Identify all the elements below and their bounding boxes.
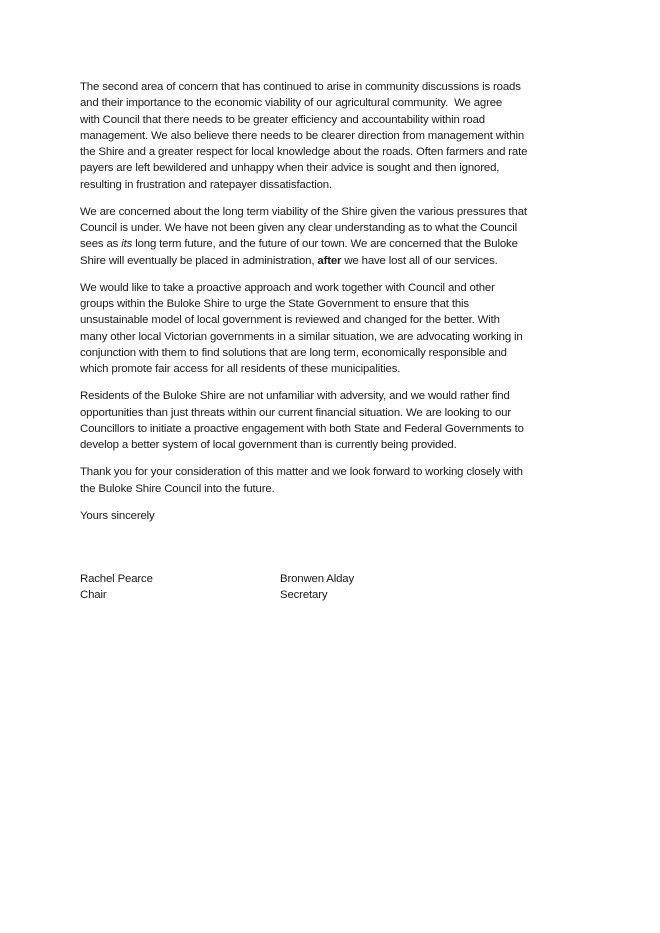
text-line: resulting in frustration and ratepayer dissatisfaction.	[80, 178, 332, 191]
text-run: Shire will eventually be placed in administration,	[80, 254, 318, 267]
signatory-left	[80, 571, 280, 604]
signature-block	[80, 571, 586, 604]
text-line: Council is under. We have not been given any clear understanding as to what the Council	[80, 222, 517, 234]
text-line: payers are left bewildered and unhappy when their advice is sought and then ignored,	[80, 162, 500, 175]
text-line	[80, 236, 586, 252]
text-line: We are concerned about the long term viability of the Shire given the various pressures that	[80, 205, 527, 218]
valediction: Yours sincerely	[80, 509, 155, 522]
text-line: We would like to take a proactive approach and work together with Council and other	[80, 281, 495, 294]
text-line: unsustainable model of local government is reviewed and changed for the better. With	[80, 314, 500, 327]
text-line: Councillors to initiate a proactive engagement with both State and Federal Governments to	[80, 422, 524, 435]
text-run: we have lost all of our services.	[341, 254, 498, 267]
text-line	[80, 253, 586, 269]
text-line: groups within the Buloke Shire to urge the State Government to ensure that this	[80, 298, 469, 310]
text-line: Thank you for your consideration of this matter and we look forward to working closely with	[80, 466, 523, 479]
paragraph-4	[80, 388, 586, 453]
text-line: the Shire and a greater respect for local knowledge about the roads. Often farmers and rate	[80, 146, 528, 158]
signatory-name: Rachel Pearce	[80, 573, 153, 585]
signatory-right	[280, 571, 480, 604]
text-line: opportunities than just threats within our current financial situation. We are looking to our	[80, 406, 511, 419]
signatory-role: Secretary	[280, 589, 328, 602]
text-line: Residents of the Buloke Shire are not unfamiliar with adversity, and we would rather find	[80, 390, 510, 403]
paragraph-2	[80, 204, 586, 269]
text-line: with Council that there needs to be greater efficiency and accountability within road	[80, 113, 485, 126]
text-line: conjunction with them to find solutions that are long term, economically responsible and	[80, 346, 507, 359]
paragraph-5	[80, 464, 586, 497]
text-run: sees as	[80, 238, 122, 251]
text-line: The second area of concern that has continued to arise in community discussions is roads	[80, 81, 521, 93]
text-line: and their importance to the economic viability of our agricultural community. We agree	[80, 97, 503, 110]
signatory-role: Chair	[80, 589, 107, 602]
letter-body	[80, 79, 586, 497]
text-line: the Buloke Shire Council into the future.	[80, 482, 275, 495]
bold-text-run: after	[317, 254, 342, 267]
signatory-name: Bronwen Alday	[280, 573, 355, 585]
text-line: develop a better system of local government than is currently being provided.	[80, 439, 457, 451]
letter-content	[80, 79, 586, 604]
paragraph-3	[80, 280, 586, 378]
paragraph-1	[80, 79, 586, 193]
text-line: many other local Victorian governments in a similar situation, we are advocating working in	[80, 330, 523, 343]
text-line: management. We also believe there needs to be clearer direction from management within	[80, 129, 525, 142]
italic-text-run: its	[121, 238, 133, 251]
text-line: which promote fair access for all residents of these municipalities.	[80, 363, 401, 375]
text-run: long term future, and the future of our town. We are concerned that the Buloke	[132, 238, 518, 251]
